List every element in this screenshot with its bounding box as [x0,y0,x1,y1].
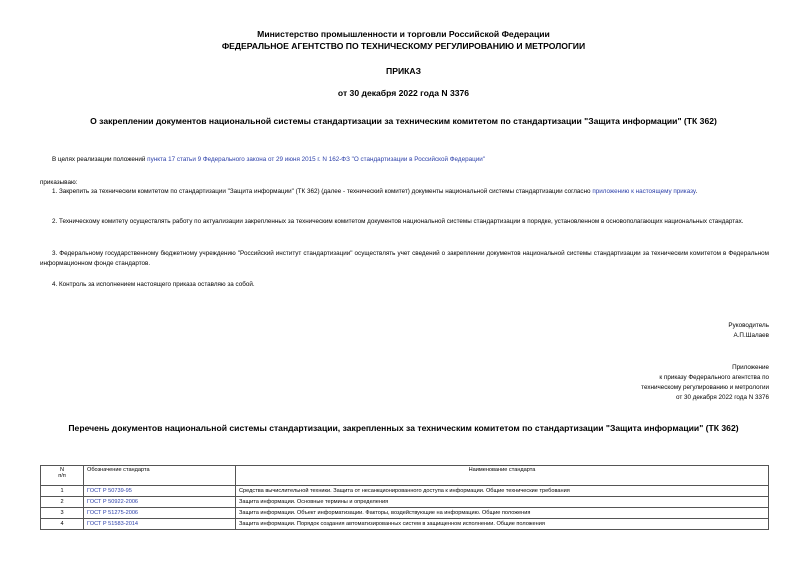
paragraph-1 [40,187,769,197]
appendix-title: Перечень документов национальной системы стандартизации, закрепленных за техническим комитетом по стандартизации "Защита информации" (ТК 362) [68,423,739,433]
paragraph-3: 3. Федеральному государственному бюджетному учреждению "Российский институт стандартизации" осуществлять учет сведений о закреплении документов национальной системы стандартизации за техническим комитетом в Федеральном информационном фонде стандартов. [40,250,769,267]
appendix-label: Приложение [732,364,769,371]
standard-link[interactable]: ГОСТ Р 51583-2014 [87,521,139,527]
table-row [41,497,769,508]
standard-name: Защита информации. Объект информатизации. Факторы, воздействующие на информацию. Общие положения [236,508,769,519]
paragraph-1-end: . [695,188,698,195]
law-link[interactable]: пункта 17 статьи 9 Федерального закона от 29 июня 2015 г. N 162-ФЗ "О стандартизации в Российской Федерации" [147,156,485,163]
signature-role: Руководитель [728,322,769,329]
table-row [41,519,769,530]
preamble-text: В целях реализации положений [52,156,148,163]
standard-link[interactable]: ГОСТ Р 50739-95 [87,488,132,494]
standard-link[interactable]: ГОСТ Р 51275-2006 [87,510,139,516]
appendix-line-1: к приказу Федерального агентства по [659,374,769,381]
ministry-name: Министерство промышленности и торговли Российской Федерации [257,29,550,39]
standard-link[interactable]: ГОСТ Р 50922-2006 [87,499,139,505]
table-header-row [41,466,769,486]
order-word: приказываю: [40,179,78,186]
table-row [41,486,769,497]
row-number: 3 [41,508,84,519]
column-header-number: N п/п [41,466,84,486]
row-number: 2 [41,497,84,508]
paragraph-4: 4. Контроль за исполнением настоящего приказа оставляю за собой. [52,281,255,288]
row-number: 1 [41,486,84,497]
document-date-number: от 30 декабря 2022 года N 3376 [337,88,470,98]
column-header-code: Обозначение стандарта [84,466,236,486]
standard-name: Защита информации. Порядок создания автоматизированных систем в защищенном исполнении. Общие положения [236,519,769,530]
agency-name: ФЕДЕРАЛЬНОЕ АГЕНТСТВО ПО ТЕХНИЧЕСКОМУ РЕГУЛИРОВАНИЮ И МЕТРОЛОГИИ [221,41,586,51]
standards-table [40,465,769,530]
table-row [41,508,769,519]
preamble [52,155,767,165]
document-type: ПРИКАЗ [386,66,421,76]
row-number: 4 [41,519,84,530]
document-subject: О закреплении документов национальной системы стандартизации за техническим комитетом по стандартизации "Защита информации" (ТК 362) [90,116,717,126]
paragraph-1-text: 1. Закрепить за техническим комитетом по стандартизации "Защита информации" (ТК 362) (далее - технический комитет) документы национальной системы стандартизации согласно [52,188,593,195]
appendix-line-2: техническому регулированию и метрологии [641,384,769,391]
standard-name: Защита информации. Основные термины и определения [236,497,769,508]
signature-name: А.П.Шалаев [733,332,769,339]
appendix-link[interactable]: приложению к настоящему приказу [592,188,696,195]
paragraph-2: 2. Техническому комитету осуществлять работу по актуализации закрепленных за техническим комитетом документов национальной системы стандартизации в порядке, установленном в основополагающих национальных стандартах. [52,218,744,225]
standard-name: Средства вычислительной техники. Защита от несанкционированного доступа к информации. Общие технические требования [236,486,769,497]
appendix-line-3: от 30 декабря 2022 года N 3376 [675,394,769,401]
column-header-name: Наименование стандарта [236,466,769,486]
